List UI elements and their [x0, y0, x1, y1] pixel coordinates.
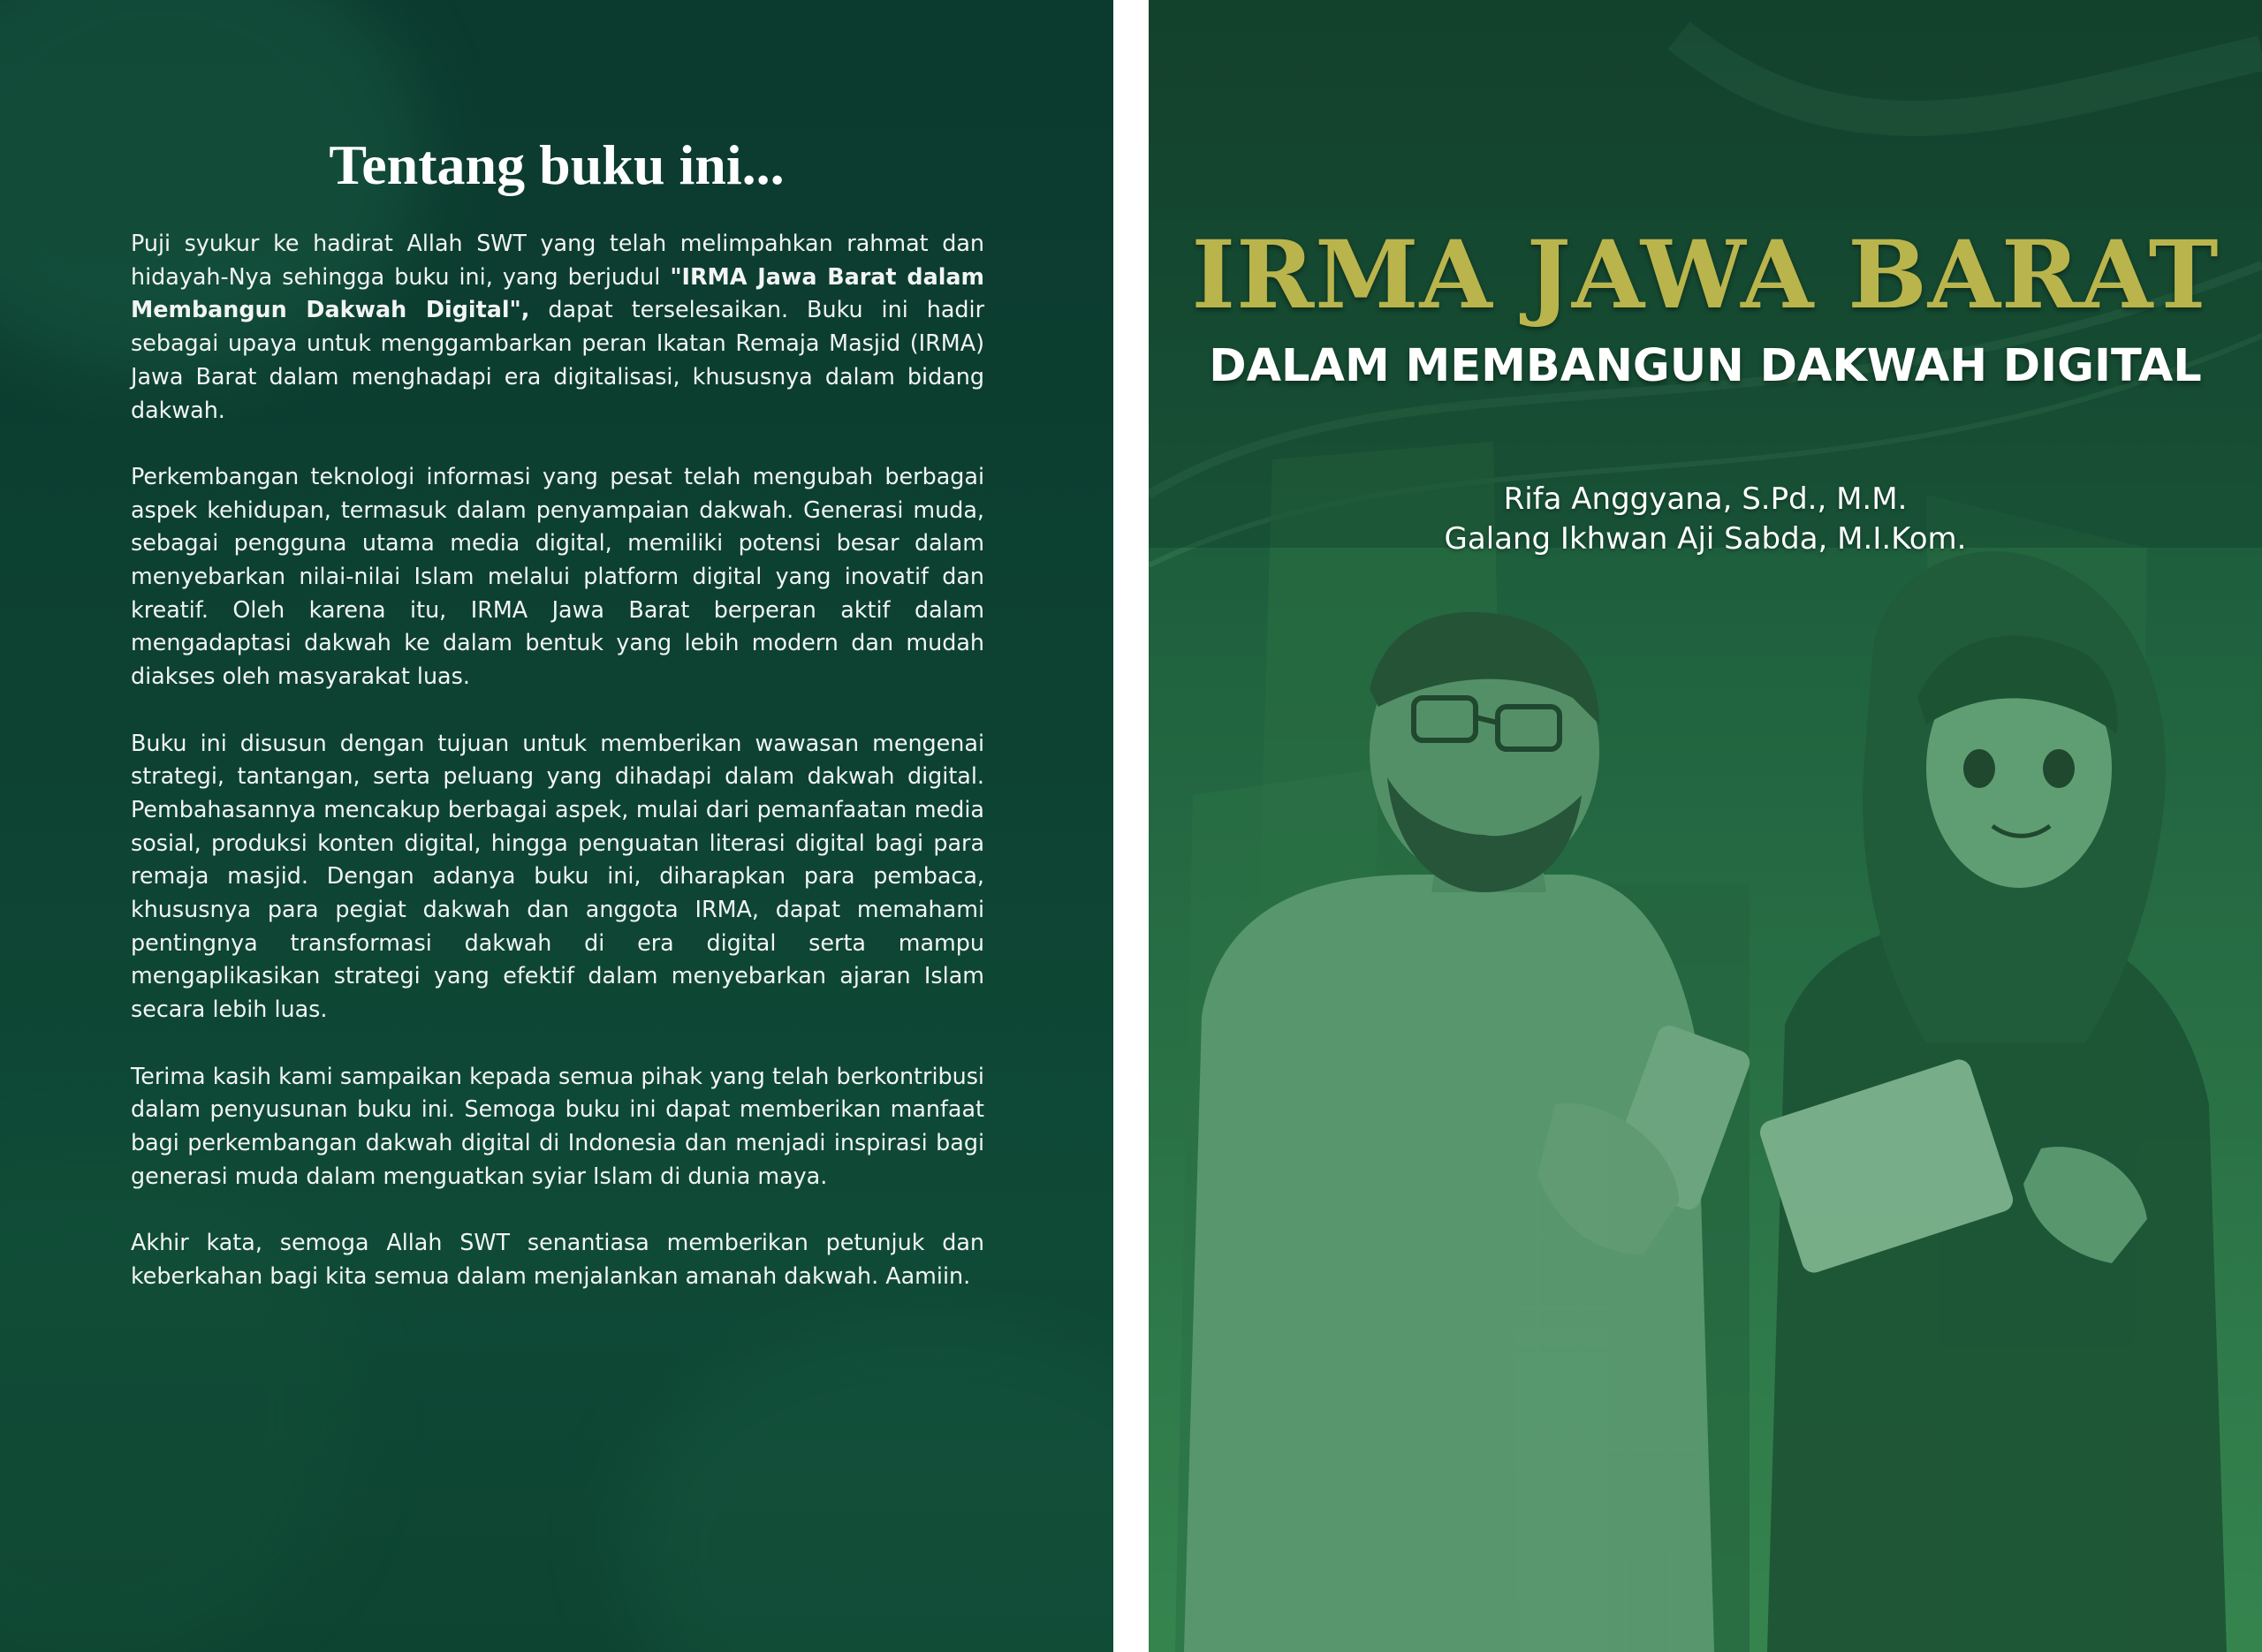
author-2: Galang Ikhwan Aji Sabda, M.I.Kom.: [1444, 521, 1967, 557]
book-title: IRMA JAWA BARAT: [1191, 219, 2220, 330]
blurb-paragraph-1-text-end: dapat terselesaikan. Buku ini hadir sebagai upaya untuk menggambarkan peran Ikatan Remaja Masjid (IRMA) Jawa Barat dalam menghadapi era digitalisasi, khususnya dalam bidang dakwah.: [131, 296, 985, 423]
blurb-paragraph-1: [131, 227, 984, 427]
book-title-quote: "IRMA Jawa Barat dalam Membangun Dakwah Digital",: [131, 262, 984, 323]
blurb-paragraph-2: Perkembangan teknologi informasi yang pesat telah mengubah berbagai aspek kehidupan, termasuk dalam penyampaian dakwah. Generasi muda, sebagai pengguna utama media digital, memiliki potensi besar dalam menyebarkan nilai-nilai Islam melalui platform digital yang inovatif dan kreatif. Oleh karena itu, IRMA Jawa Barat berperan aktif dalam mengadaptasi dakwah ke dalam bentuk yang lebih modern dan mudah diakses oleh masyarakat luas.: [131, 462, 984, 690]
blurb-paragraph-4: Terima kasih kami sampaikan kepada semua pihak yang telah berkontribusi dalam penyusunan buku ini. Semoga buku ini dapat memberikan manfaat bagi perkembangan dakwah digital di Indonesia dan menjadi inspirasi bagi generasi muda dalam menguatkan syiar Islam di dunia maya.: [131, 1062, 984, 1189]
back-cover-blurb: [131, 227, 984, 1326]
blurb-paragraph-1-text: Puji syukur ke hadirat Allah SWT yang telah melimpahkan rahmat dan hidayah-Nya sehingga buku ini, yang berjudul: [131, 230, 984, 290]
back-cover: [0, 0, 1113, 1652]
back-cover-title: Tentang buku ini...: [329, 133, 785, 196]
blurb-paragraph-5: Akhir kata, semoga Allah SWT senantiasa memberikan petunjuk dan keberkahan bagi kita semua dalam menjalankan amanah dakwah. Aamiin.: [131, 1229, 984, 1289]
book-subtitle: DALAM MEMBANGUN DAKWAH DIGITAL: [1209, 340, 2202, 392]
spine-gap: [1113, 0, 1149, 1652]
blurb-paragraph-3: Buku ini disusun dengan tujuan untuk memberikan wawasan mengenai strategi, tantangan, serta peluang yang dihadapi dalam dakwah digital. Pembahasannya mencakup berbagai aspek, mulai dari pemanfaatan media sosial, produksi konten digital, hingga penguatan literasi digital bagi para remaja masjid. Dengan adanya buku ini, diharapkan para pembaca, khususnya para pegiat dakwah dan anggota IRMA, dapat memahami pentingnya transformasi dakwah di era digital serta mampu mengaplikasikan strategi yang efektif dalam menyebarkan ajaran Islam secara lebih luas.: [131, 729, 984, 1023]
front-cover: [1149, 0, 2262, 1652]
author-1: Rifa Anggyana, S.Pd., M.M.: [1503, 481, 1908, 517]
